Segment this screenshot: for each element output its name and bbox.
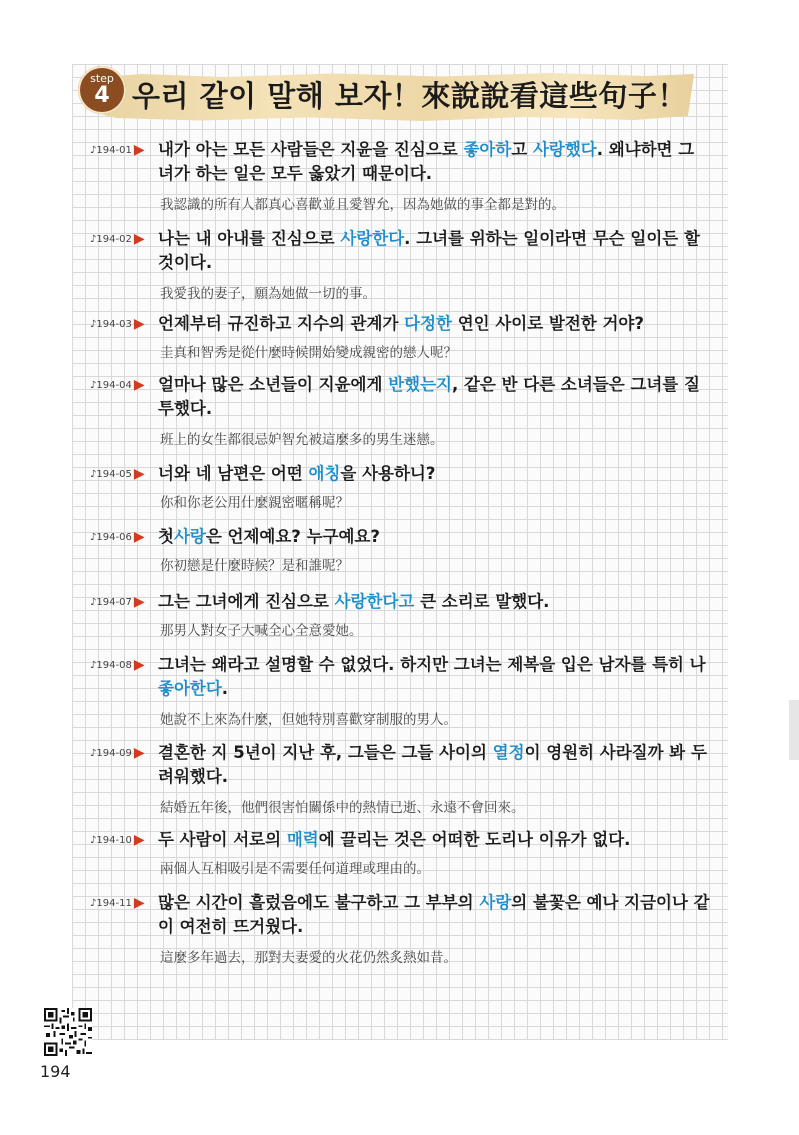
chinese-translation: 班上的女生都很忌妒智允被這麼多的男生迷戀。: [160, 432, 444, 448]
audio-track-label[interactable]: [90, 529, 145, 545]
chinese-translation: 你和你老公用什麼親密暱稱呢？: [160, 495, 349, 511]
chinese-translation: 我愛我的妻子，願為她做一切的事。: [160, 286, 376, 302]
audio-track-label[interactable]: [90, 594, 145, 610]
highlighted-keyword: 사랑했다: [532, 140, 597, 159]
audio-track-label[interactable]: [90, 832, 145, 848]
korean-sentence: 얼마나 많은 소년들이 지윤에게 반했는지, 같은 반 다른 소녀들은 그녀를 질투했다.: [158, 375, 700, 418]
track-number: ♪194-01: [90, 145, 132, 156]
play-arrow-icon[interactable]: ▶: [133, 377, 145, 393]
track-number: ♪194-06: [90, 532, 132, 543]
track-number: ♪194-05: [90, 469, 132, 480]
play-arrow-icon[interactable]: ▶: [133, 745, 145, 761]
track-number: ♪194-03: [90, 319, 132, 330]
audio-track-label[interactable]: [90, 745, 145, 761]
highlighted-keyword: 애칭: [308, 464, 341, 483]
play-arrow-icon[interactable]: ▶: [133, 529, 145, 545]
step-label: step: [90, 72, 114, 85]
play-arrow-icon[interactable]: ▶: [133, 316, 145, 332]
audio-track-label[interactable]: [90, 142, 145, 158]
chinese-translation: 那男人對女子大喊全心全意愛她。: [160, 623, 363, 639]
korean-sentence: 첫사랑은 언제예요? 누구예요?: [158, 527, 380, 546]
korean-sentence: 많은 시간이 흘렀음에도 불구하고 그 부부의 사랑의 불꽃은 예나 지금이나 같이 여전히 뜨거웠다.: [158, 893, 710, 936]
track-number: ♪194-11: [90, 898, 132, 909]
highlighted-keyword: 다정한: [404, 314, 452, 333]
audio-track-label[interactable]: [90, 657, 145, 673]
qr-code: [44, 1008, 92, 1056]
korean-sentence: 결혼한 지 5년이 지난 후, 그들은 그들 사이의 열정이 영원히 사라질까 봐 두려워했다.: [158, 743, 707, 786]
highlighted-keyword: 반했는지: [388, 375, 452, 394]
track-number: ♪194-08: [90, 660, 132, 671]
page-edge-tab: [789, 700, 799, 760]
track-number: ♪194-09: [90, 748, 132, 759]
play-arrow-icon[interactable]: ▶: [133, 895, 145, 911]
play-arrow-icon[interactable]: ▶: [133, 466, 145, 482]
highlighted-keyword: 사랑: [479, 893, 512, 912]
korean-sentence: 나는 내 아내를 진심으로 사랑한다. 그녀를 위하는 일이라면 무슨 일이든 할 것이다.: [158, 229, 700, 272]
track-number: ♪194-10: [90, 835, 132, 846]
highlighted-keyword: 좋아한다: [158, 679, 222, 698]
korean-sentence: 두 사람이 서로의 매력에 끌리는 것은 어떠한 도리나 이유가 없다.: [158, 830, 631, 849]
step-number: 4: [94, 83, 110, 108]
audio-track-label[interactable]: [90, 231, 145, 247]
korean-sentence: 너와 네 남편은 어떤 애칭을 사용하니?: [158, 464, 436, 483]
play-arrow-icon[interactable]: ▶: [133, 594, 145, 610]
highlighted-keyword: 사랑한다고: [334, 592, 415, 611]
chinese-translation: 你初戀是什麼時候？是和誰呢？: [160, 558, 349, 574]
track-number: ♪194-04: [90, 380, 132, 391]
play-arrow-icon[interactable]: ▶: [133, 657, 145, 673]
korean-sentence: 그는 그녀에게 진심으로 사랑한다고 큰 소리로 말했다.: [158, 592, 550, 611]
page-number: 194: [40, 1062, 71, 1081]
play-arrow-icon[interactable]: ▶: [133, 142, 145, 158]
chinese-translation: 我認識的所有人都真心喜歡並且愛智允，因為她做的事全都是對的。: [160, 197, 565, 213]
audio-track-label[interactable]: [90, 316, 145, 332]
play-arrow-icon[interactable]: ▶: [133, 832, 145, 848]
chinese-translation: 這麼多年過去，那對夫妻愛的火花仍然炙熱如昔。: [160, 950, 457, 966]
step-badge: [78, 66, 126, 114]
audio-track-label[interactable]: [90, 895, 145, 911]
korean-sentence: 그녀는 왜라고 설명할 수 없었다. 하지만 그녀는 제복을 입은 남자를 특히 나 좋아한다.: [158, 655, 706, 698]
chinese-translation: 圭真和智秀是從什麼時候開始變成親密的戀人呢？: [160, 345, 457, 361]
audio-track-label[interactable]: [90, 466, 145, 482]
play-arrow-icon[interactable]: ▶: [133, 231, 145, 247]
chinese-translation: 兩個人互相吸引是不需要任何道理或理由的。: [160, 861, 430, 877]
highlighted-keyword: 매력: [286, 830, 319, 849]
highlighted-keyword: 사랑: [173, 527, 206, 546]
korean-sentence: 내가 아는 모든 사람들은 지윤을 진심으로 좋아하고 사랑했다. 왜냐하면 그녀가 하는 일은 모두 옳았기 때문이다.: [158, 140, 695, 183]
chinese-translation: 結婚五年後，他們很害怕關係中的熱情已逝、永遠不會回來。: [160, 800, 525, 816]
chinese-translation: 她說不上來為什麼，但她特別喜歡穿制服的男人。: [160, 712, 457, 728]
audio-track-label[interactable]: [90, 377, 145, 393]
track-number: ♪194-02: [90, 234, 132, 245]
page-title: 우리 같이 말해 보자！來說說看這些句子！: [132, 79, 687, 113]
highlighted-keyword: 열정: [492, 743, 525, 762]
highlighted-keyword: 좋아하: [463, 140, 512, 159]
highlighted-keyword: 사랑한다: [340, 229, 405, 248]
korean-sentence: 언제부터 규진하고 지수의 관계가 다정한 연인 사이로 발전한 거야?: [158, 314, 644, 333]
track-number: ♪194-07: [90, 597, 132, 608]
